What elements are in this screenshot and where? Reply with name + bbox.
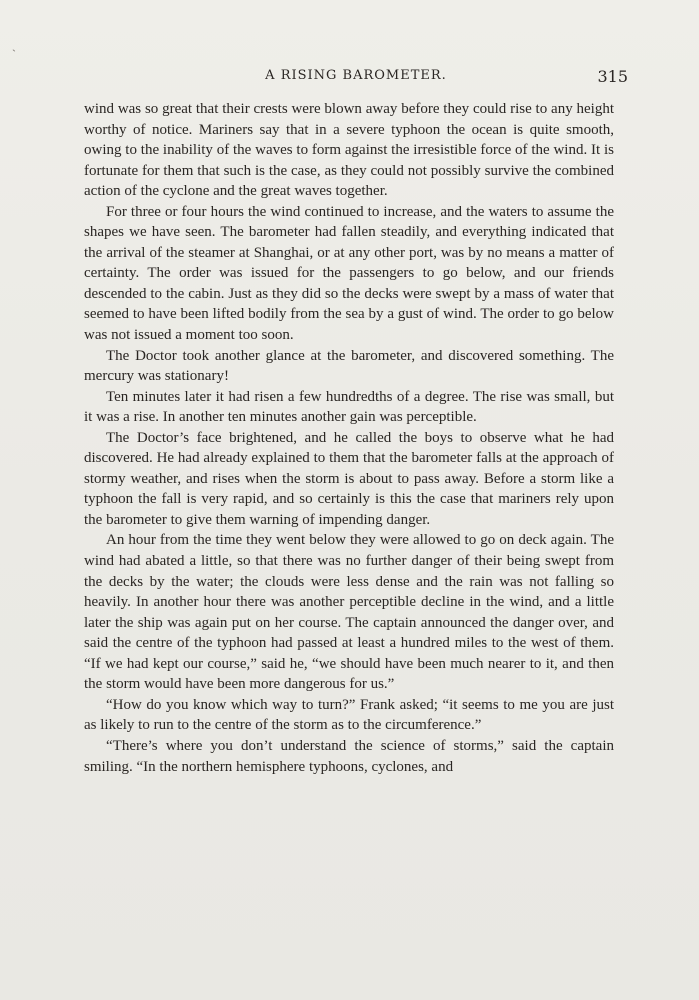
- paragraph: The Doctor’s face brightened, and he called the boys to observe what he had discovered. He had already explained to them that the barometer falls at the approach of stormy weather, and rises when the storm is about to pass away. Before a storm like a typhoon the fall is very rapid, and so certainly is this the case that mariners rely upon the barometer to give them warning of impending danger.: [84, 429, 614, 528]
- paragraph: “How do you know which way to turn?” Frank asked; “it seems to me you are just as likely to run to the centre of the storm as to the circumference.”: [84, 696, 614, 734]
- margin-mark: ˏ: [12, 38, 16, 52]
- paragraph: Ten minutes later it had risen a few hundredths of a degree. The rise was small, but it was a rise. In another ten minutes another gain was perceptible.: [84, 388, 614, 426]
- paragraph: For three or four hours the wind continued to increase, and the waters to assume the shapes we have seen. The barometer had fallen steadily, and everything indicated that the arrival of the steamer at Shanghai, or at any other port, was by no means a matter of certainty. The order was issued for the passengers to go below, and our friends descended to the cabin. Just as they did so the decks were swept by a mass of water that seemed to have been lifted bodily from the sea by a gust of wind. The order to go below was not issued a moment too soon.: [84, 203, 614, 344]
- running-header: [84, 68, 628, 90]
- page-body: [84, 99, 614, 777]
- paragraph: “There’s where you don’t understand the science of storms,” said the captain smiling. “In the northern hemisphere typhoons, cyclones, and: [84, 737, 614, 775]
- running-title: A RISING BAROMETER.: [265, 68, 447, 83]
- paragraph: wind was so great that their crests were blown away before they could rise to any height worthy of notice. Mariners say that in a severe typhoon the ocean is quite smooth, owing to the inability of the waves to form against the irresistible force of the wind. It is fortunate for them that such is the case, as they could not possibly survive the combined action of the cyclone and the great waves together.: [84, 101, 614, 200]
- paragraph: The Doctor took another glance at the barometer, and discovered something. The mercury was stationary!: [84, 347, 614, 385]
- paragraph: An hour from the time they went below they were allowed to go on deck again. The wind had abated a little, so that there was no further danger of their being swept from the decks by the water; the clouds were less dense and the rain was not falling so heavily. In another hour there was another perceptible decline in the wind, and a little later the ship was again put on her course. The captain announced the danger over, and said the centre of the typhoon had passed at least a hundred miles to the west of them. “If we had kept our course,” said he, “we should have been much nearer to it, and then the storm would have been more dangerous for us.”: [84, 532, 614, 693]
- page-number: 315: [597, 67, 628, 86]
